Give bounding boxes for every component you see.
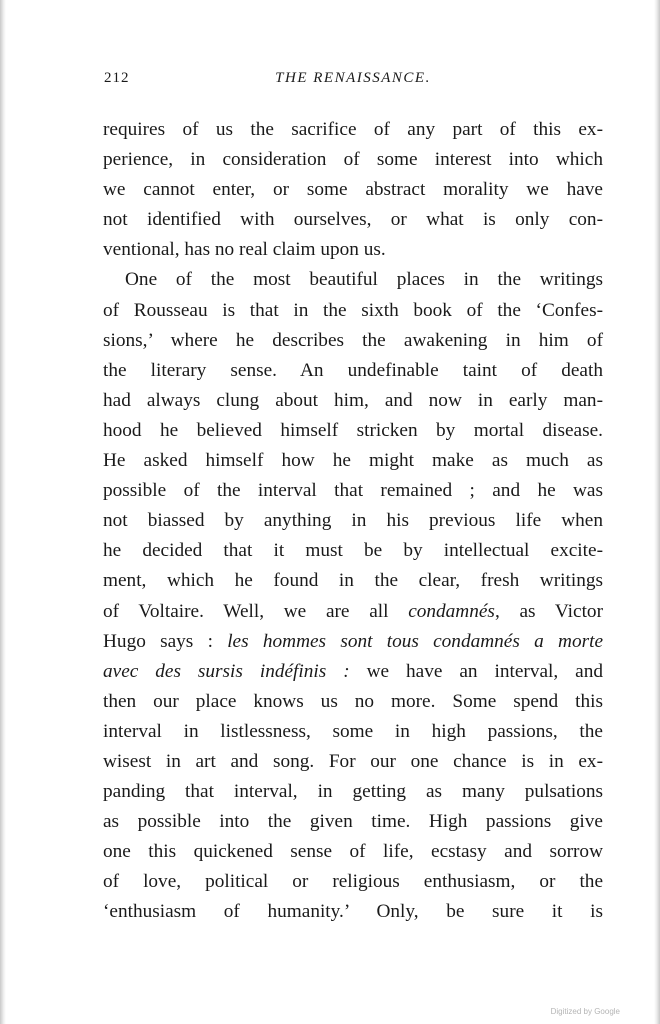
text-line: wisest in art and song. For our one chance is in ex-	[103, 750, 603, 772]
italic-phrase: avec des sursis indéfinis :	[103, 660, 350, 682]
text-line: requires of us the sacrifice of any part of this ex-	[103, 119, 603, 140]
text-line: of love, political or religious enthusiasm, or the	[103, 871, 603, 893]
text-line: He asked himself how he might make as much as	[103, 450, 603, 472]
text-line: as possible into the given time. High passions give	[103, 811, 603, 833]
page-shadow-left	[0, 0, 6, 1024]
text-line: he decided that it must be by intellectual excite-	[103, 540, 603, 562]
page-number: 212	[104, 70, 130, 86]
text-segment: Hugo says :	[103, 630, 228, 652]
text-line: one this quickened sense of life, ecstasy and sorrow	[103, 841, 603, 863]
italic-phrase: les hommes sont tous condamnés a morte	[227, 630, 603, 652]
text-line: we cannot enter, or some abstract morality we have	[103, 179, 603, 201]
page-header	[104, 70, 602, 94]
text-line: not identified with ourselves, or what is only con-	[103, 209, 603, 231]
text-segment: , as Victor	[494, 600, 603, 622]
text-line	[103, 597, 603, 627]
text-line: had always clung about him, and now in early man-	[103, 389, 603, 411]
text-line: interval in listlessness, some in high passions, the	[103, 720, 603, 742]
text-line: One of the most beautiful places in the writings	[125, 269, 603, 291]
text-line: perience, in consideration of some interest into which	[103, 149, 603, 171]
running-title: THE RENAISSANCE.	[275, 70, 431, 86]
text-line: hood he believed himself stricken by mortal disease.	[103, 419, 603, 441]
text-line: ventional, has no real claim upon us.	[103, 239, 386, 261]
digitization-watermark: Digitized by Google	[550, 1007, 620, 1016]
italic-phrase: condamnés	[408, 600, 495, 622]
text-line: ment, which he found in the clear, fresh writings	[103, 570, 603, 592]
text-line: the literary sense. An undefinable taint of death	[103, 359, 603, 381]
text-segment: we have an interval, and	[349, 660, 603, 682]
text-line: not biassed by anything in his previous life when	[103, 510, 603, 532]
text-line	[103, 627, 603, 657]
text-line: of Rousseau is that in the sixth book of the ‘Confes-	[103, 299, 603, 321]
text-segment: of Voltaire. Well, we are all	[103, 600, 409, 622]
page-shadow-right	[654, 0, 660, 1024]
body-text	[103, 115, 603, 928]
text-line: panding that interval, in getting as many pulsations	[103, 781, 603, 803]
text-line: ‘enthusiasm of humanity.’ Only, be sure it is	[103, 901, 603, 923]
text-line: sions,’ where he describes the awakening in him of	[103, 329, 603, 351]
text-line	[103, 657, 603, 687]
text-line: possible of the interval that remained ; and he was	[103, 480, 603, 502]
text-line: then our place knows us no more. Some spend this	[103, 690, 603, 712]
